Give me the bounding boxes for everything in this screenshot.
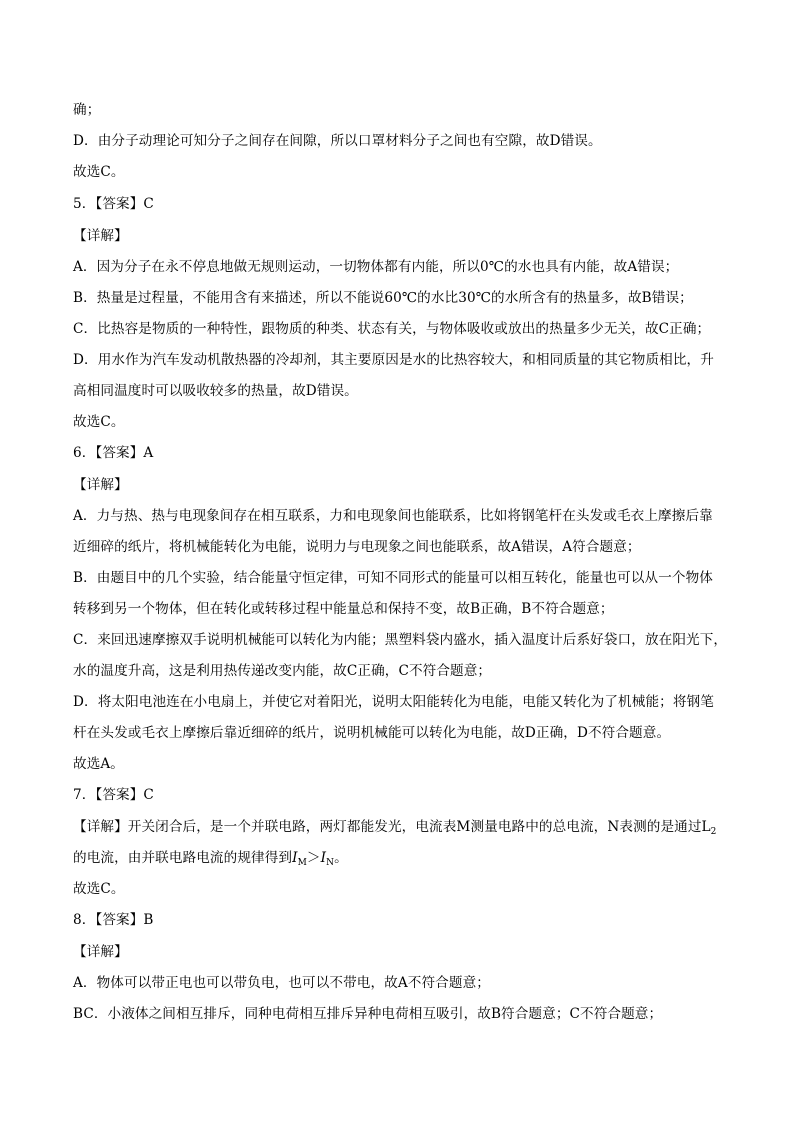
- text-line-7-formula-text: 的电流，由并联电路电流的规律得到: [73, 850, 293, 866]
- text-line-6b: B．由题目中的几个实验，结合能量守恒定律，可知不同形式的能量可以相互转化，能量也可以从一个物体: [73, 570, 713, 586]
- text-line-8a: A．物体可以带正电也可以带负电，也可以不带电，故A不符合题意；: [73, 975, 490, 991]
- formula-period: 。: [334, 850, 348, 866]
- current-in-subscript: N: [326, 858, 335, 868]
- text-line-6c: C．来回迅速摩擦双手说明机械能可以转化为内能；黑塑料袋内盛水，插入温度计后系好袋口，放在阳光下，: [73, 632, 728, 648]
- current-im-subscript: M: [297, 858, 307, 868]
- current-im-symbol: I: [292, 850, 298, 866]
- explanation-label-8: 【详解】: [73, 944, 128, 960]
- text-line-6a-cont: 近细碎的纸片，将机械能转化为电能，说明力与电现象之间也能联系，故A错误，A符合题意；: [73, 539, 641, 555]
- text-line-5b: B．热量是过程量，不能用含有来描述，所以不能说60℃的水比30℃的水所含有的热量多，故B错误；: [73, 290, 693, 306]
- greater-than-sign: ＞: [306, 850, 321, 866]
- text-line-8bc: BC．小液体之间相互排斥，同种电荷相互排斥异种电荷相互吸引，故B符合题意；C不符合题意；: [73, 1006, 663, 1022]
- answer-heading-8: 8．【答案】B: [73, 912, 154, 928]
- text-line-5a: A．因为分子在永不停息地做无规则运动，一切物体都有内能，所以0℃的水也具有内能，故A错误；: [73, 259, 679, 275]
- text-line-continuation: 确；: [73, 102, 101, 118]
- text-line-choose: 故选C。: [73, 164, 125, 180]
- explanation-label-6: 【详解】: [73, 477, 128, 493]
- text-line-6d-cont: 杆在头发或毛衣上摩擦后靠近细碎的纸片，说明机械能可以转化为电能，故D正确，D不符合题意。: [73, 725, 671, 741]
- l2-subscript: 2: [710, 827, 717, 837]
- text-line-7-detail-text: 【详解】开关闭合后，是一个并联电路，两灯都能发光，电流表M测量电路中的总电流，N表测的是通过L: [73, 819, 711, 835]
- current-in-symbol: I: [320, 850, 327, 866]
- text-line-6d: D．将太阳电池连在小电扇上，并使它对着阳光，说明太阳能转化为电能，电能又转化为了机械能；将钢笔: [73, 694, 714, 710]
- text-line-6b-cont: 转移到另一个物体，但在转化或转移过程中能量总和保持不变，故B正确，B不符合题意；: [73, 601, 614, 617]
- text-line-5d-cont: 高相同温度时可以吸收较多的热量，故D错误。: [73, 383, 358, 399]
- text-line-6a: A．力与热、热与电现象间存在相互联系，力和电现象间也能联系，比如将钢笔杆在头发或毛衣上摩擦后靠: [73, 508, 713, 524]
- text-line-option-d: D．由分子动理论可知分子之间存在间隙，所以口罩材料分子之间也有空隙，故D错误。: [73, 133, 602, 149]
- explanation-label-5: 【详解】: [73, 228, 128, 244]
- text-line-5d: D．用水作为汽车发动机散热器的冷却剂，其主要原因是水的比热容较大，和相同质量的其它物质相比，升: [73, 352, 714, 368]
- text-line-choose-5: 故选C。: [73, 414, 125, 430]
- text-line-5c: C．比热容是物质的一种特性，跟物质的种类、状态有关，与物体吸收或放出的热量多少无关，故C正确；: [73, 321, 711, 337]
- text-line-6c-cont: 水的温度升高，这是利用热传递改变内能，故C正确，C不符合题意；: [73, 663, 492, 679]
- text-line-choose-6: 故选A。: [73, 756, 124, 772]
- answer-heading-6: 6．【答案】A: [73, 445, 154, 461]
- text-line-7-formula: [73, 848, 348, 873]
- answer-heading-5: 5．【答案】C: [73, 196, 154, 212]
- text-line-choose-7: 故选C。: [73, 881, 125, 897]
- answer-heading-7: 7．【答案】C: [73, 787, 154, 803]
- text-line-7-detail: [73, 817, 717, 842]
